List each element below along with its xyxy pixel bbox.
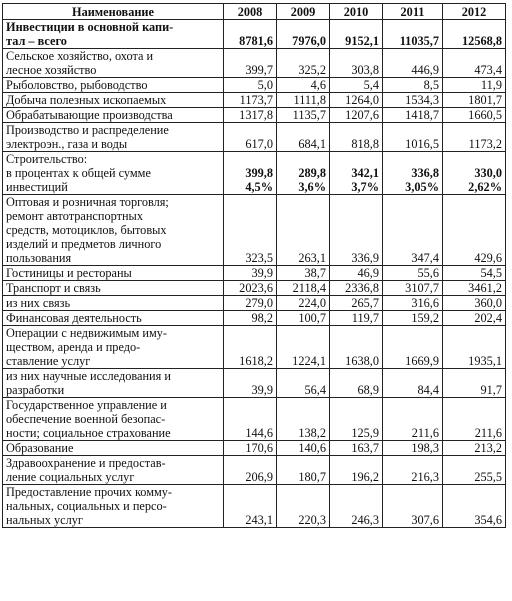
value: 1111,8 bbox=[293, 93, 326, 107]
row-label bbox=[3, 369, 224, 398]
value-cell bbox=[277, 398, 330, 441]
value-cell bbox=[443, 485, 506, 528]
value-cell bbox=[224, 123, 277, 152]
value-cell bbox=[277, 49, 330, 78]
value: 399,7 bbox=[245, 63, 273, 77]
value-cell bbox=[224, 78, 277, 93]
value: 336,8 bbox=[411, 166, 439, 180]
value-cell bbox=[277, 152, 330, 195]
value: 38,7 bbox=[304, 266, 326, 280]
value-cell bbox=[330, 49, 383, 78]
row-label-line: нальных, социальных и персо- bbox=[6, 499, 167, 513]
row-label-line: Оптовая и розничная торговля; bbox=[6, 195, 169, 209]
row-label-line: из них связь bbox=[6, 296, 71, 310]
value: 159,2 bbox=[411, 311, 439, 325]
value: 1207,6 bbox=[345, 108, 379, 122]
value: 170,6 bbox=[245, 441, 273, 455]
value: 336,9 bbox=[351, 251, 379, 265]
row-label bbox=[3, 195, 224, 266]
value-cell bbox=[277, 456, 330, 485]
value-cell bbox=[330, 266, 383, 281]
value-cell bbox=[443, 369, 506, 398]
row-label bbox=[3, 152, 224, 195]
row-label-line: пользования bbox=[6, 251, 72, 265]
value: 684,1 bbox=[298, 137, 326, 151]
value-cell bbox=[383, 369, 443, 398]
value-cell bbox=[383, 195, 443, 266]
row-label bbox=[3, 441, 224, 456]
table-row bbox=[3, 195, 506, 266]
table-body bbox=[3, 20, 506, 528]
table-row bbox=[3, 108, 506, 123]
value: 303,8 bbox=[351, 63, 379, 77]
value-cell bbox=[330, 398, 383, 441]
value-cell bbox=[277, 296, 330, 311]
value: 1669,9 bbox=[405, 354, 439, 368]
row-label-line: в процентах к общей сумме bbox=[6, 166, 151, 180]
value-cell bbox=[443, 152, 506, 195]
value: 211,6 bbox=[411, 426, 439, 440]
value-cell bbox=[224, 296, 277, 311]
value: 163,7 bbox=[351, 441, 379, 455]
value: 7976,0 bbox=[292, 34, 326, 48]
value: 342,1 bbox=[351, 166, 379, 180]
value: 220,3 bbox=[298, 513, 326, 527]
value: 9152,1 bbox=[345, 34, 379, 48]
table-row bbox=[3, 311, 506, 326]
value: 8,5 bbox=[423, 78, 439, 92]
table-row bbox=[3, 369, 506, 398]
row-label bbox=[3, 485, 224, 528]
value-cell bbox=[443, 296, 506, 311]
value-cell bbox=[330, 20, 383, 49]
value: 1618,2 bbox=[239, 354, 273, 368]
value: 399,8 bbox=[245, 166, 273, 180]
value-cell bbox=[330, 485, 383, 528]
value: 1016,5 bbox=[405, 137, 439, 151]
value: 46,9 bbox=[357, 266, 379, 280]
value-cell bbox=[383, 49, 443, 78]
value-cell bbox=[224, 108, 277, 123]
row-label-line: тал – всего bbox=[6, 34, 67, 48]
header-year: 2011 bbox=[383, 4, 443, 20]
value-cell bbox=[277, 441, 330, 456]
row-label-line: ление социальных услуг bbox=[6, 470, 135, 484]
value: 316,6 bbox=[411, 296, 439, 310]
value: 1173,2 bbox=[468, 137, 502, 151]
row-label-line: Транспорт и связь bbox=[6, 281, 101, 295]
value-cell bbox=[224, 485, 277, 528]
row-label-line: средств, мотоциклов, бытовых bbox=[6, 223, 167, 237]
table-row bbox=[3, 266, 506, 281]
value: 473,4 bbox=[474, 63, 502, 77]
value: 2336,8 bbox=[345, 281, 379, 295]
value: 243,1 bbox=[245, 513, 273, 527]
row-label bbox=[3, 398, 224, 441]
row-label-line: ставление услуг bbox=[6, 354, 91, 368]
value: 11,9 bbox=[480, 78, 502, 92]
value-cell bbox=[224, 456, 277, 485]
value-cell bbox=[224, 266, 277, 281]
row-label bbox=[3, 296, 224, 311]
row-label-line: Государственное управление и bbox=[6, 398, 167, 412]
header-year: 2008 bbox=[224, 4, 277, 20]
value: 3461,2 bbox=[468, 281, 502, 295]
value: 224,0 bbox=[298, 296, 326, 310]
row-label bbox=[3, 20, 224, 49]
value: 255,5 bbox=[474, 470, 502, 484]
value: 1660,5 bbox=[468, 108, 502, 122]
value-cell bbox=[443, 281, 506, 296]
row-label bbox=[3, 123, 224, 152]
value-cell bbox=[330, 281, 383, 296]
value-cell bbox=[277, 123, 330, 152]
value-cell bbox=[330, 456, 383, 485]
value-cell bbox=[443, 195, 506, 266]
value: 216,3 bbox=[411, 470, 439, 484]
value-cell bbox=[277, 485, 330, 528]
header-year: 2009 bbox=[277, 4, 330, 20]
row-label-line: ности; социальное страхование bbox=[6, 426, 171, 440]
value: 818,8 bbox=[351, 137, 379, 151]
row-label bbox=[3, 266, 224, 281]
value: 360,0 bbox=[474, 296, 502, 310]
value: 198,3 bbox=[411, 441, 439, 455]
value-cell bbox=[330, 108, 383, 123]
value: 119,7 bbox=[351, 311, 379, 325]
row-label-line: Строительство: bbox=[6, 152, 88, 166]
value-cell bbox=[224, 398, 277, 441]
value-cell bbox=[383, 281, 443, 296]
value-cell bbox=[277, 281, 330, 296]
header-year: 2012 bbox=[443, 4, 506, 20]
table-row bbox=[3, 326, 506, 369]
value: 213,2 bbox=[474, 441, 502, 455]
value-cell bbox=[383, 20, 443, 49]
value-cell bbox=[330, 311, 383, 326]
percent-value: 3,7% bbox=[351, 180, 379, 194]
row-label-line: ремонт автотранспортных bbox=[6, 209, 143, 223]
value: 206,9 bbox=[245, 470, 273, 484]
value: 263,1 bbox=[298, 251, 326, 265]
value: 211,6 bbox=[474, 426, 502, 440]
table-row bbox=[3, 123, 506, 152]
value-cell bbox=[443, 49, 506, 78]
value: 265,7 bbox=[351, 296, 379, 310]
row-label-line: инвестиций bbox=[6, 180, 68, 194]
value-cell bbox=[224, 311, 277, 326]
value-cell bbox=[224, 195, 277, 266]
table-row bbox=[3, 485, 506, 528]
value: 5,4 bbox=[363, 78, 379, 92]
row-label-line: Предоставление прочих комму- bbox=[6, 485, 173, 499]
value: 196,2 bbox=[351, 470, 379, 484]
value-cell bbox=[383, 326, 443, 369]
value: 100,7 bbox=[298, 311, 326, 325]
value: 3107,7 bbox=[405, 281, 439, 295]
value: 289,8 bbox=[298, 166, 326, 180]
table-row bbox=[3, 281, 506, 296]
table-row bbox=[3, 78, 506, 93]
row-label-line: Гостиницы и рестораны bbox=[6, 266, 132, 280]
value-cell bbox=[383, 108, 443, 123]
value: 11035,7 bbox=[399, 34, 439, 48]
value-cell bbox=[383, 266, 443, 281]
value-cell bbox=[383, 123, 443, 152]
value: 446,9 bbox=[411, 63, 439, 77]
value: 202,4 bbox=[474, 311, 502, 325]
row-label-line: обеспечение военной безопас- bbox=[6, 412, 166, 426]
row-label-line: Образование bbox=[6, 441, 74, 455]
value-cell bbox=[330, 93, 383, 108]
value-cell bbox=[330, 195, 383, 266]
row-label-line: Инвестиции в основной капи- bbox=[6, 20, 174, 34]
value: 279,0 bbox=[245, 296, 273, 310]
value: 144,6 bbox=[245, 426, 273, 440]
value-cell bbox=[277, 20, 330, 49]
value-cell bbox=[383, 398, 443, 441]
row-label bbox=[3, 456, 224, 485]
value: 323,5 bbox=[245, 251, 273, 265]
row-label-line: Сельское хозяйство, охота и bbox=[6, 49, 154, 63]
value: 39,9 bbox=[251, 266, 273, 280]
value-cell bbox=[443, 441, 506, 456]
percent-value: 4,5% bbox=[245, 180, 273, 194]
value: 1534,3 bbox=[405, 93, 439, 107]
value-cell bbox=[330, 78, 383, 93]
table-row bbox=[3, 441, 506, 456]
row-label-line: из них научные исследования и bbox=[6, 369, 171, 383]
row-label-line: ществом, аренда и предо- bbox=[6, 340, 141, 354]
value-cell bbox=[277, 195, 330, 266]
value-cell bbox=[277, 108, 330, 123]
value: 5,0 bbox=[257, 78, 273, 92]
value: 56,4 bbox=[304, 383, 326, 397]
value-cell bbox=[330, 369, 383, 398]
row-label bbox=[3, 311, 224, 326]
value-cell bbox=[224, 441, 277, 456]
row-label-line: лесное хозяйство bbox=[6, 63, 97, 77]
value-cell bbox=[277, 266, 330, 281]
value: 1418,7 bbox=[405, 108, 439, 122]
value-cell bbox=[383, 93, 443, 108]
value: 138,2 bbox=[298, 426, 326, 440]
row-label bbox=[3, 78, 224, 93]
value: 617,0 bbox=[245, 137, 273, 151]
value: 1638,0 bbox=[345, 354, 379, 368]
value-cell bbox=[224, 20, 277, 49]
value-cell bbox=[330, 152, 383, 195]
value-cell bbox=[330, 296, 383, 311]
row-label-line: Производство и распределение bbox=[6, 123, 169, 137]
table-row bbox=[3, 49, 506, 78]
row-label-line: Обрабатывающие производства bbox=[6, 108, 173, 122]
value: 54,5 bbox=[480, 266, 502, 280]
value: 1801,7 bbox=[468, 93, 502, 107]
value: 1317,8 bbox=[239, 108, 273, 122]
value: 1224,1 bbox=[292, 354, 326, 368]
value: 347,4 bbox=[411, 251, 439, 265]
percent-value: 2,62% bbox=[468, 180, 502, 194]
value-cell bbox=[277, 326, 330, 369]
table-row bbox=[3, 296, 506, 311]
value-cell bbox=[224, 93, 277, 108]
value-cell bbox=[224, 369, 277, 398]
value: 1135,7 bbox=[292, 108, 326, 122]
value: 1173,7 bbox=[239, 93, 273, 107]
value-cell bbox=[383, 152, 443, 195]
row-label-line: Финансовая деятельность bbox=[6, 311, 142, 325]
value-cell bbox=[224, 49, 277, 78]
header-name: Наименование bbox=[3, 4, 224, 20]
value: 2118,4 bbox=[292, 281, 326, 295]
percent-value: 3,05% bbox=[405, 180, 439, 194]
value-cell bbox=[443, 326, 506, 369]
value-cell bbox=[383, 78, 443, 93]
value-cell bbox=[443, 78, 506, 93]
row-label-line: Здравоохранение и предостав- bbox=[6, 456, 166, 470]
value-cell bbox=[277, 311, 330, 326]
value: 325,2 bbox=[298, 63, 326, 77]
value-cell bbox=[443, 311, 506, 326]
value-cell bbox=[277, 93, 330, 108]
value-cell bbox=[443, 456, 506, 485]
value: 8781,6 bbox=[239, 34, 273, 48]
value: 307,6 bbox=[411, 513, 439, 527]
table-row bbox=[3, 20, 506, 49]
value: 180,7 bbox=[298, 470, 326, 484]
table-row bbox=[3, 456, 506, 485]
value-cell bbox=[443, 266, 506, 281]
value-cell bbox=[383, 456, 443, 485]
value: 246,3 bbox=[351, 513, 379, 527]
value: 12568,8 bbox=[462, 34, 502, 48]
value-cell bbox=[224, 152, 277, 195]
table-header bbox=[3, 4, 506, 20]
row-label-line: Операции с недвижимым иму- bbox=[6, 326, 167, 340]
row-label bbox=[3, 93, 224, 108]
value: 84,4 bbox=[417, 383, 439, 397]
value-cell bbox=[383, 441, 443, 456]
row-label-line: Добыча полезных ископаемых bbox=[6, 93, 167, 107]
value: 4,6 bbox=[310, 78, 326, 92]
row-label bbox=[3, 108, 224, 123]
value: 91,7 bbox=[480, 383, 502, 397]
value-cell bbox=[383, 296, 443, 311]
value-cell bbox=[330, 441, 383, 456]
value-cell bbox=[443, 398, 506, 441]
value: 2023,6 bbox=[239, 281, 273, 295]
value-cell bbox=[224, 326, 277, 369]
value-cell bbox=[277, 369, 330, 398]
row-label-line: изделий и предметов личного bbox=[6, 237, 162, 251]
row-label-line: Рыболовство, рыбоводство bbox=[6, 78, 148, 92]
value-cell bbox=[224, 281, 277, 296]
value-cell bbox=[443, 123, 506, 152]
row-label-line: электроэн., газа и воды bbox=[6, 137, 128, 151]
table-row bbox=[3, 398, 506, 441]
value: 98,2 bbox=[251, 311, 273, 325]
value: 354,6 bbox=[474, 513, 502, 527]
investment-table bbox=[2, 3, 506, 528]
value: 1264,0 bbox=[345, 93, 379, 107]
value-cell bbox=[277, 78, 330, 93]
value-cell bbox=[443, 108, 506, 123]
value: 429,6 bbox=[474, 251, 502, 265]
table-row bbox=[3, 152, 506, 195]
value: 140,6 bbox=[298, 441, 326, 455]
value-cell bbox=[330, 326, 383, 369]
header-year: 2010 bbox=[330, 4, 383, 20]
row-label bbox=[3, 49, 224, 78]
value-cell bbox=[330, 123, 383, 152]
row-label-line: разработки bbox=[6, 383, 65, 397]
row-label bbox=[3, 326, 224, 369]
value-cell bbox=[383, 311, 443, 326]
table-row bbox=[3, 93, 506, 108]
value-cell bbox=[443, 93, 506, 108]
value: 125,9 bbox=[351, 426, 379, 440]
value: 330,0 bbox=[474, 166, 502, 180]
row-label bbox=[3, 281, 224, 296]
value: 1935,1 bbox=[468, 354, 502, 368]
value: 68,9 bbox=[357, 383, 379, 397]
value-cell bbox=[383, 485, 443, 528]
value: 55,6 bbox=[417, 266, 439, 280]
value-cell bbox=[443, 20, 506, 49]
row-label-line: нальных услуг bbox=[6, 513, 83, 527]
value: 39,9 bbox=[251, 383, 273, 397]
percent-value: 3,6% bbox=[298, 180, 326, 194]
